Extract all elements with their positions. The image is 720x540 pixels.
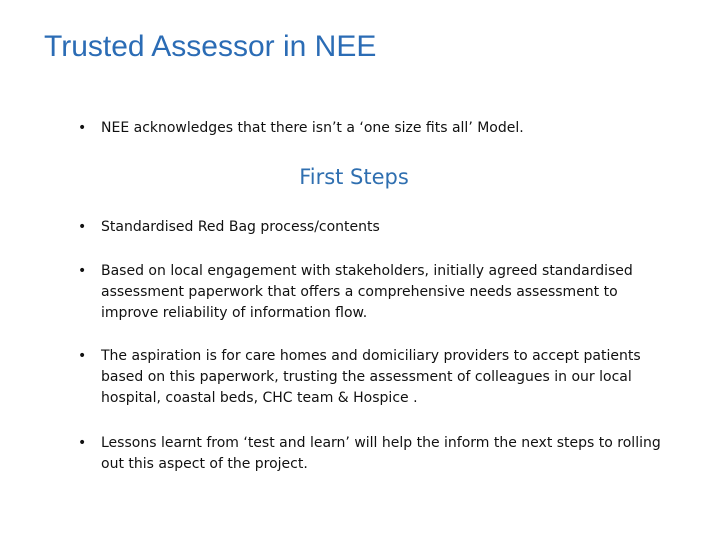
bullet-item xyxy=(78,346,668,409)
section-heading: First Steps xyxy=(299,165,409,189)
bullet-marker: • xyxy=(78,348,87,364)
bullet-text: Based on local engagement with stakeholders, initially agreed standardised assessment paperwork that offers a comprehensive needs assessment to improve reliability of information flow. xyxy=(101,263,633,321)
bullet-marker: • xyxy=(78,263,87,279)
intro-bullet xyxy=(78,118,668,139)
bullet-text: NEE acknowledges that there isn’t a ‘one size fits all’ Model. xyxy=(101,120,524,136)
bullet-text: Standardised Red Bag process/contents xyxy=(101,219,380,235)
bullet-text: Lessons learnt from ‘test and learn’ will help the inform the next steps to rolling out this aspect of the project. xyxy=(101,435,661,472)
bullet-item xyxy=(78,433,668,475)
bullet-item xyxy=(78,261,668,324)
bullet-marker: • xyxy=(78,120,87,136)
bullet-text: The aspiration is for care homes and domiciliary providers to accept patients based on this paperwork, trusting the assessment of colleagues in our local hospital, coastal beds, CHC team & Hospice . xyxy=(101,348,641,406)
bullet-item xyxy=(78,217,668,238)
slide-title: Trusted Assessor in NEE xyxy=(44,30,377,63)
bullet-marker: • xyxy=(78,435,87,451)
bullet-marker: • xyxy=(78,219,87,235)
